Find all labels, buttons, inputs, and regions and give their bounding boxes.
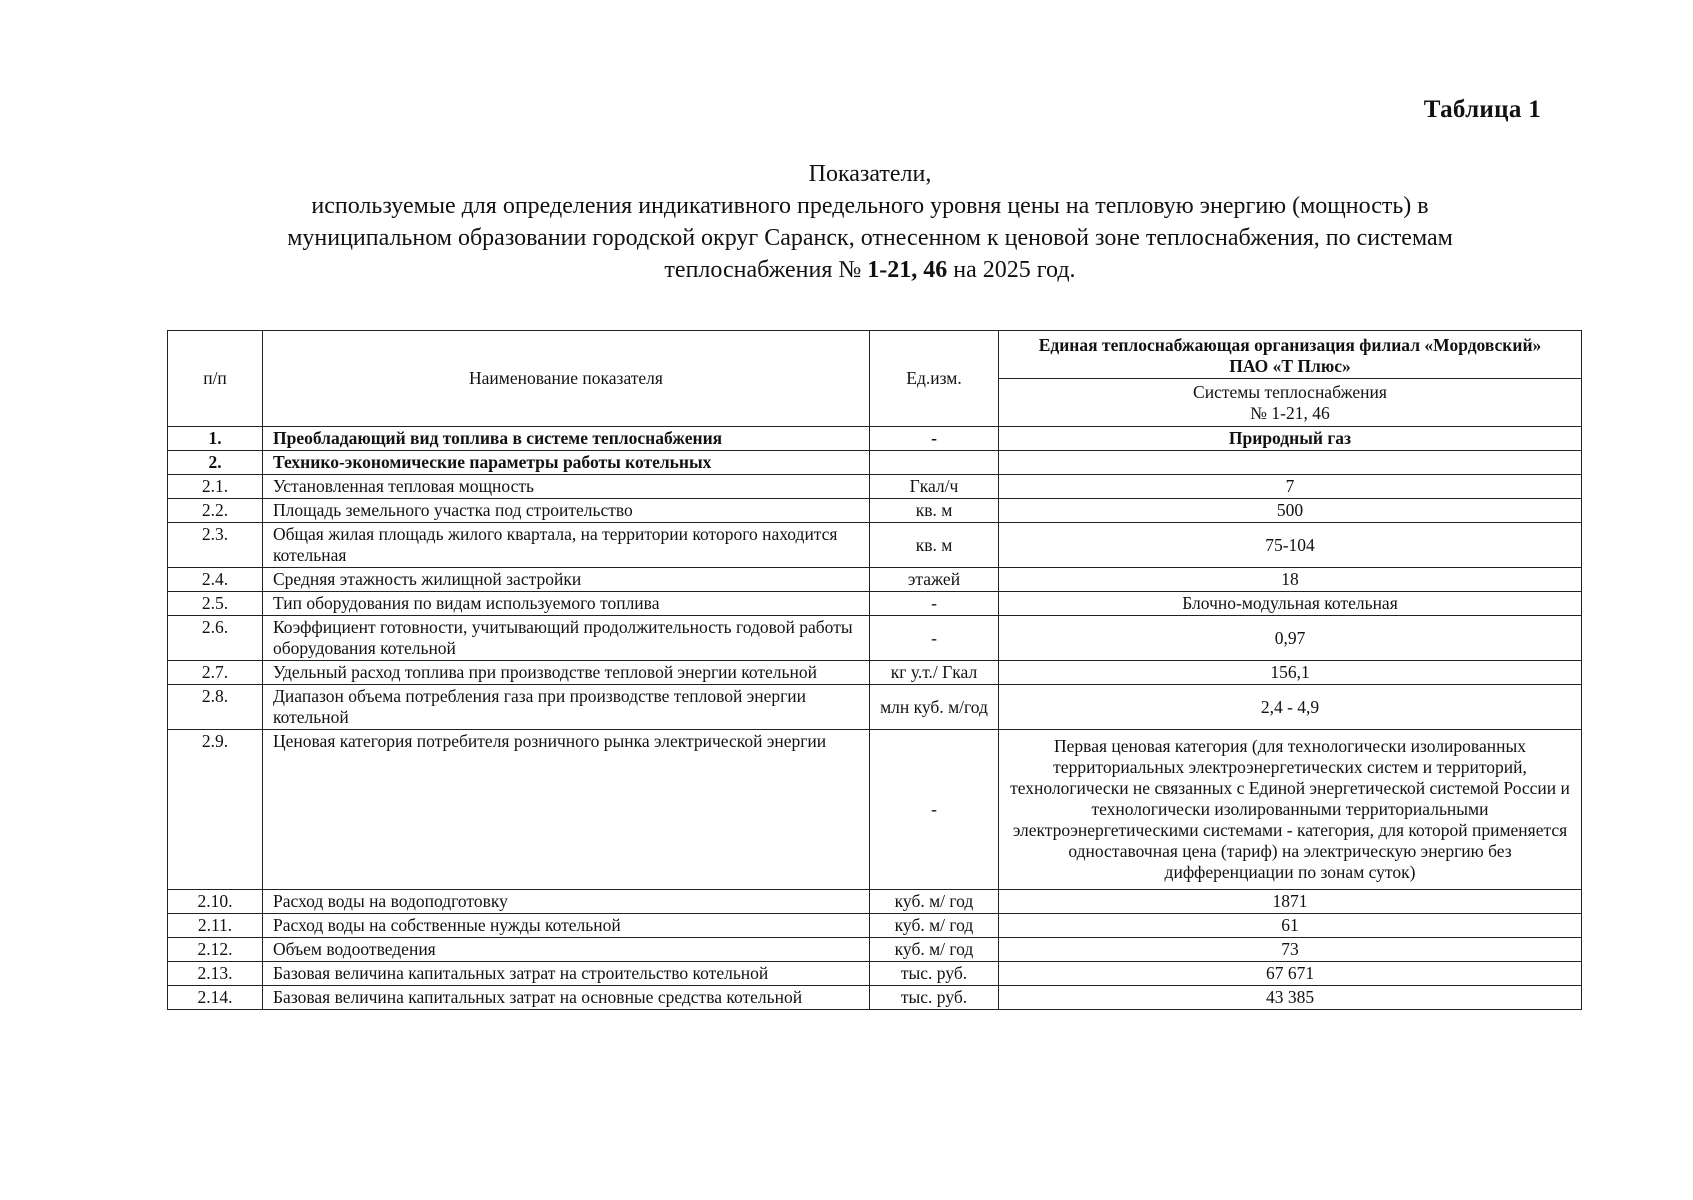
row-num: 1. — [168, 427, 263, 451]
heading-line-4-prefix: теплоснабжения № — [664, 257, 868, 283]
row-value: Первая ценовая категория (для технологически изолированных территориальных электроэнергетических систем и территорий, технологически не связанных с Единой энергетической системой России и технологически изолированными территориальными электроэнергетическими системами - категория, для которой применяется одноставочная цена (тариф) на электрическую энергию без дифференциации по зонам суток) — [999, 730, 1582, 890]
row-unit: - — [870, 730, 999, 890]
row-name: Технико-экономические параметры работы котельных — [263, 451, 870, 475]
table-row — [168, 962, 1582, 986]
row-value — [999, 451, 1582, 475]
row-name: Общая жилая площадь жилого квартала, на территории которого находится котельная — [263, 523, 870, 568]
row-num: 2.3. — [168, 523, 263, 568]
row-name: Базовая величина капитальных затрат на строительство котельной — [263, 962, 870, 986]
header-systems-line-2: № 1-21, 46 — [1250, 402, 1330, 423]
row-name: Базовая величина капитальных затрат на основные средства котельной — [263, 986, 870, 1010]
row-name: Расход воды на водоподготовку — [263, 890, 870, 914]
row-name: Ценовая категория потребителя розничного рынка электрической энергии — [263, 730, 870, 890]
table-row — [168, 685, 1582, 730]
row-unit: - — [870, 616, 999, 661]
row-unit: кв. м — [870, 523, 999, 568]
row-value: 43 385 — [999, 986, 1582, 1010]
row-unit: кв. м — [870, 499, 999, 523]
header-systems — [999, 379, 1582, 427]
row-name: Установленная тепловая мощность — [263, 475, 870, 499]
table-row — [168, 523, 1582, 568]
row-num: 2.13. — [168, 962, 263, 986]
header-organization — [999, 331, 1582, 379]
table-row — [168, 890, 1582, 914]
row-unit: млн куб. м/год — [870, 685, 999, 730]
row-value: 73 — [999, 938, 1582, 962]
row-value: 7 — [999, 475, 1582, 499]
row-name: Объем водоотведения — [263, 938, 870, 962]
row-value: 61 — [999, 914, 1582, 938]
document-heading — [170, 158, 1570, 286]
heading-systems-range: 1-21, 46 — [867, 257, 948, 283]
row-num: 2.6. — [168, 616, 263, 661]
row-num: 2.8. — [168, 685, 263, 730]
row-value: 75-104 — [999, 523, 1582, 568]
row-num: 2.1. — [168, 475, 263, 499]
row-value: Блочно-модульная котельная — [999, 592, 1582, 616]
row-name: Площадь земельного участка под строительство — [263, 499, 870, 523]
table-row — [168, 592, 1582, 616]
row-num: 2.2. — [168, 499, 263, 523]
table-row — [168, 475, 1582, 499]
table-row — [168, 499, 1582, 523]
row-name: Преобладающий вид топлива в системе теплоснабжения — [263, 427, 870, 451]
row-num: 2.5. — [168, 592, 263, 616]
row-unit: тыс. руб. — [870, 986, 999, 1010]
header-unit: Ед.изм. — [870, 331, 999, 427]
heading-line-1: Показатели, — [808, 161, 932, 187]
table-row — [168, 427, 1582, 451]
row-name: Коэффициент готовности, учитывающий продолжительность годовой работы оборудования котельной — [263, 616, 870, 661]
row-value: 156,1 — [999, 661, 1582, 685]
row-value: 67 671 — [999, 962, 1582, 986]
row-unit: тыс. руб. — [870, 962, 999, 986]
row-num: 2.9. — [168, 730, 263, 890]
table-row — [168, 616, 1582, 661]
table-row — [168, 568, 1582, 592]
heading-line-4 — [170, 254, 1570, 286]
row-value: 18 — [999, 568, 1582, 592]
row-unit — [870, 451, 999, 475]
row-num: 2.11. — [168, 914, 263, 938]
table-row — [168, 986, 1582, 1010]
heading-line-3: муниципальном образовании городской округ Саранск, отнесенном к ценовой зоне теплоснабжения, по системам — [287, 225, 1453, 251]
row-value: 500 — [999, 499, 1582, 523]
table-row — [168, 938, 1582, 962]
row-name: Расход воды на собственные нужды котельной — [263, 914, 870, 938]
row-unit: куб. м/ год — [870, 890, 999, 914]
row-num: 2.10. — [168, 890, 263, 914]
row-unit: Гкал/ч — [870, 475, 999, 499]
heading-line-2: используемые для определения индикативного предельного уровня цены на тепловую энергию (мощность) в — [311, 193, 1429, 219]
row-num: 2.14. — [168, 986, 263, 1010]
indicators-table — [167, 330, 1582, 1010]
table-row — [168, 730, 1582, 890]
row-unit: - — [870, 427, 999, 451]
header-organization-line-2: ПАО «Т Плюс» — [1229, 356, 1351, 376]
heading-line-4-suffix: на 2025 год. — [947, 257, 1076, 283]
row-value: 2,4 - 4,9 — [999, 685, 1582, 730]
row-name: Тип оборудования по видам используемого топлива — [263, 592, 870, 616]
header-name: Наименование показателя — [263, 331, 870, 427]
row-unit: куб. м/ год — [870, 914, 999, 938]
row-num: 2.7. — [168, 661, 263, 685]
header-num: п/п — [168, 331, 263, 427]
table-row — [168, 661, 1582, 685]
row-value: 0,97 — [999, 616, 1582, 661]
table-row — [168, 914, 1582, 938]
row-unit: кг у.т./ Гкал — [870, 661, 999, 685]
header-systems-line-1: Системы теплоснабжения — [1193, 381, 1387, 402]
row-unit: этажей — [870, 568, 999, 592]
row-unit: куб. м/ год — [870, 938, 999, 962]
row-name: Средняя этажность жилищной застройки — [263, 568, 870, 592]
row-num: 2.4. — [168, 568, 263, 592]
row-num: 2.12. — [168, 938, 263, 962]
row-num: 2. — [168, 451, 263, 475]
row-value: 1871 — [999, 890, 1582, 914]
row-unit: - — [870, 592, 999, 616]
row-name: Удельный расход топлива при производстве тепловой энергии котельной — [263, 661, 870, 685]
table-label: Таблица 1 — [1423, 96, 1541, 123]
row-value: Природный газ — [999, 427, 1582, 451]
row-name: Диапазон объема потребления газа при производстве тепловой энергии котельной — [263, 685, 870, 730]
table-row — [168, 451, 1582, 475]
header-organization-line-1: Единая теплоснабжающая организация филиал «Мордовский» — [1038, 335, 1542, 355]
